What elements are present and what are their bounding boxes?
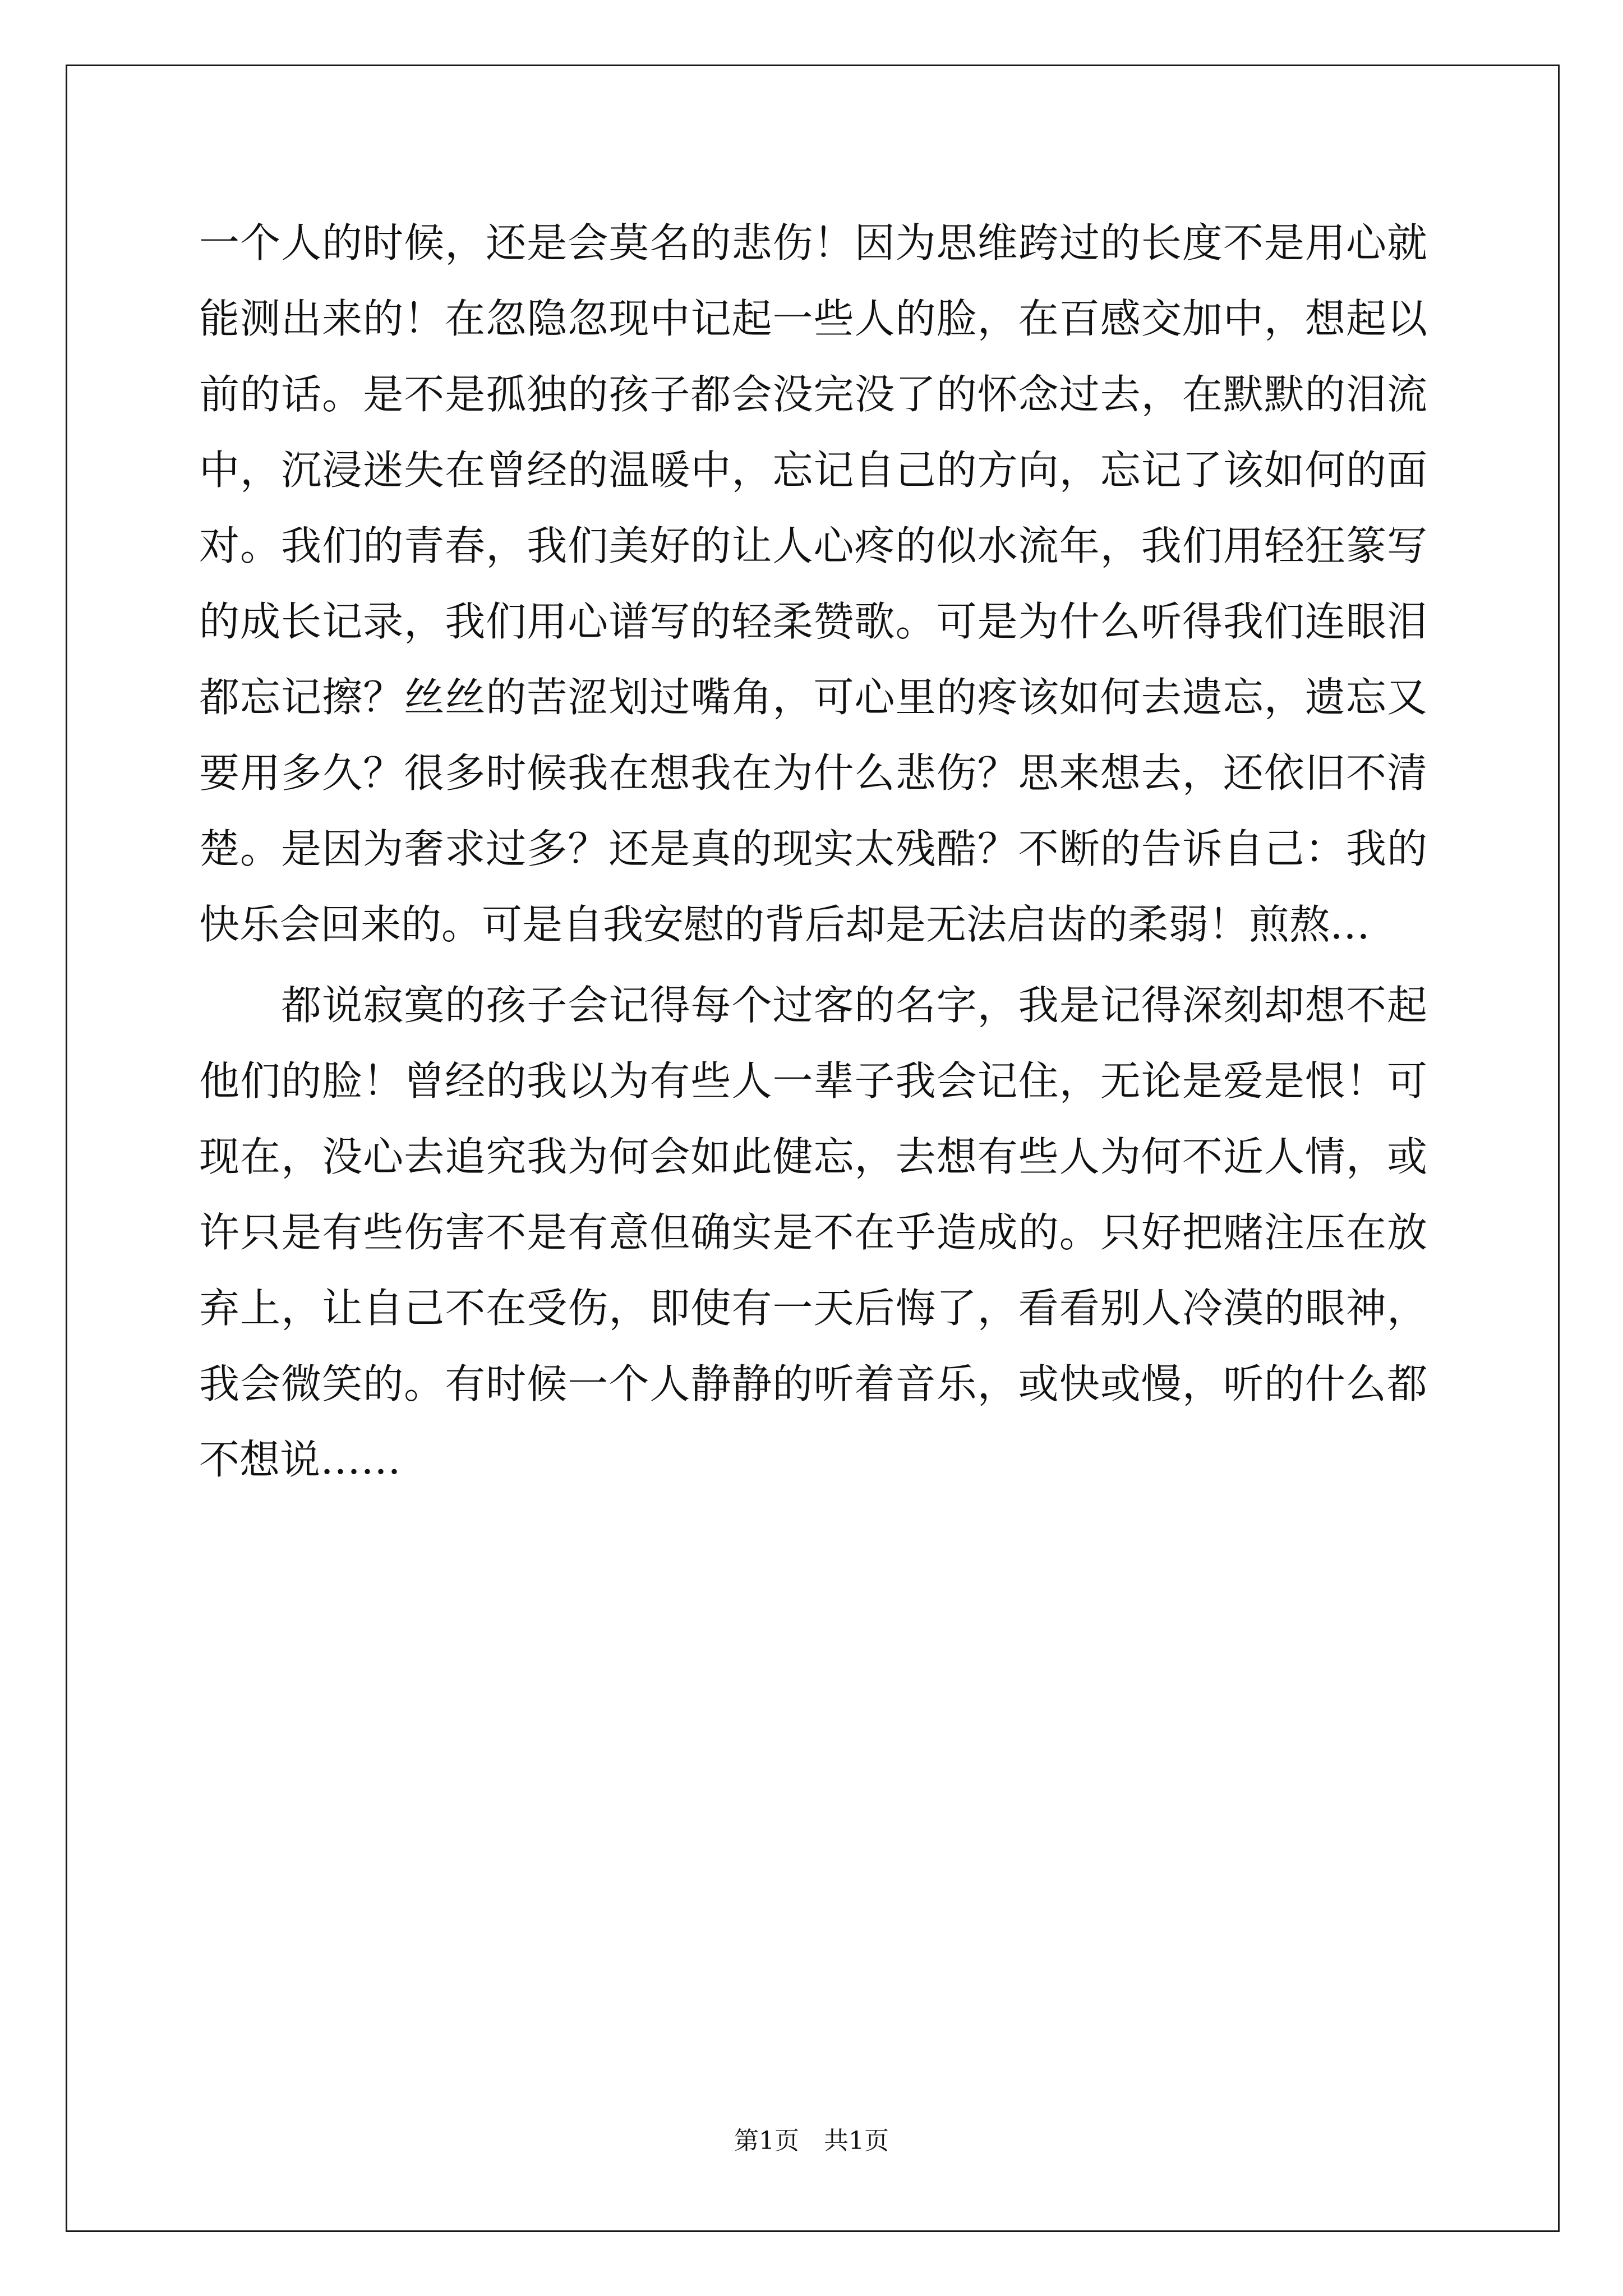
text-line: 一个人的时候，还是会莫名的悲伤！因为思维跨过的长度不是用心就 — [199, 219, 1427, 266]
text-line: 对。我们的青春，我们美好的让人心疼的似水流年，我们用轻狂篆写 — [199, 522, 1427, 569]
paragraph-2 — [199, 968, 1427, 1498]
text-line: 前的话。是不是孤独的孩子都会没完没了的怀念过去，在默默的泪流 — [199, 371, 1427, 418]
text-line: 能测出来的！在忽隐忽现中记起一些人的脸，在百感交加中，想起以 — [199, 295, 1427, 342]
text-line: 楚。是因为奢求过多？还是真的现实太残酷？不断的告诉自己：我的 — [199, 825, 1427, 872]
text-line: 要用多久？很多时候我在想我在为什么悲伤？思来想去，还依旧不清 — [199, 749, 1427, 797]
text-line: 他们的脸！曾经的我以为有些人一辈子我会记住，无论是爱是恨！可 — [199, 1057, 1427, 1105]
text-line: 弃上，让自己不在受伤，即使有一天后悔了，看看别人冷漠的眼神， — [199, 1285, 1427, 1332]
text-line: 许只是有些伤害不是有意但确实是不在乎造成的。只好把赌注压在放 — [199, 1209, 1427, 1256]
text-line: 的成长记录，我们用心谱写的轻柔赞歌。可是为什么听得我们连眼泪 — [199, 598, 1427, 645]
text-line: 都忘记擦？丝丝的苦涩划过嘴角，可心里的疼该如何去遗忘，遗忘又 — [199, 674, 1427, 721]
text-line: 我会微笑的。有时候一个人静静的听着音乐，或快或慢，听的什么都 — [199, 1360, 1427, 1407]
text-line: 中，沉浸迷失在曾经的温暖中，忘记自己的方向，忘记了该如何的面 — [199, 447, 1427, 494]
text-line: 不想说…… — [199, 1436, 402, 1483]
page-number-footer: 第1页 共1页 — [734, 2127, 889, 2155]
paragraph-1 — [199, 205, 1427, 963]
text-line: 快乐会回来的。可是自我安慰的背后却是无法启齿的柔弱！煎熬… — [199, 901, 1371, 948]
text-line: 现在，没心去追究我为何会如此健忘，去想有些人为何不近人情，或 — [199, 1133, 1427, 1180]
document-body — [199, 205, 1427, 1498]
paragraph-gap — [199, 963, 1427, 968]
text-line: 都说寂寞的孩子会记得每个过客的名字，我是记得深刻却想不起 — [199, 982, 1427, 1029]
